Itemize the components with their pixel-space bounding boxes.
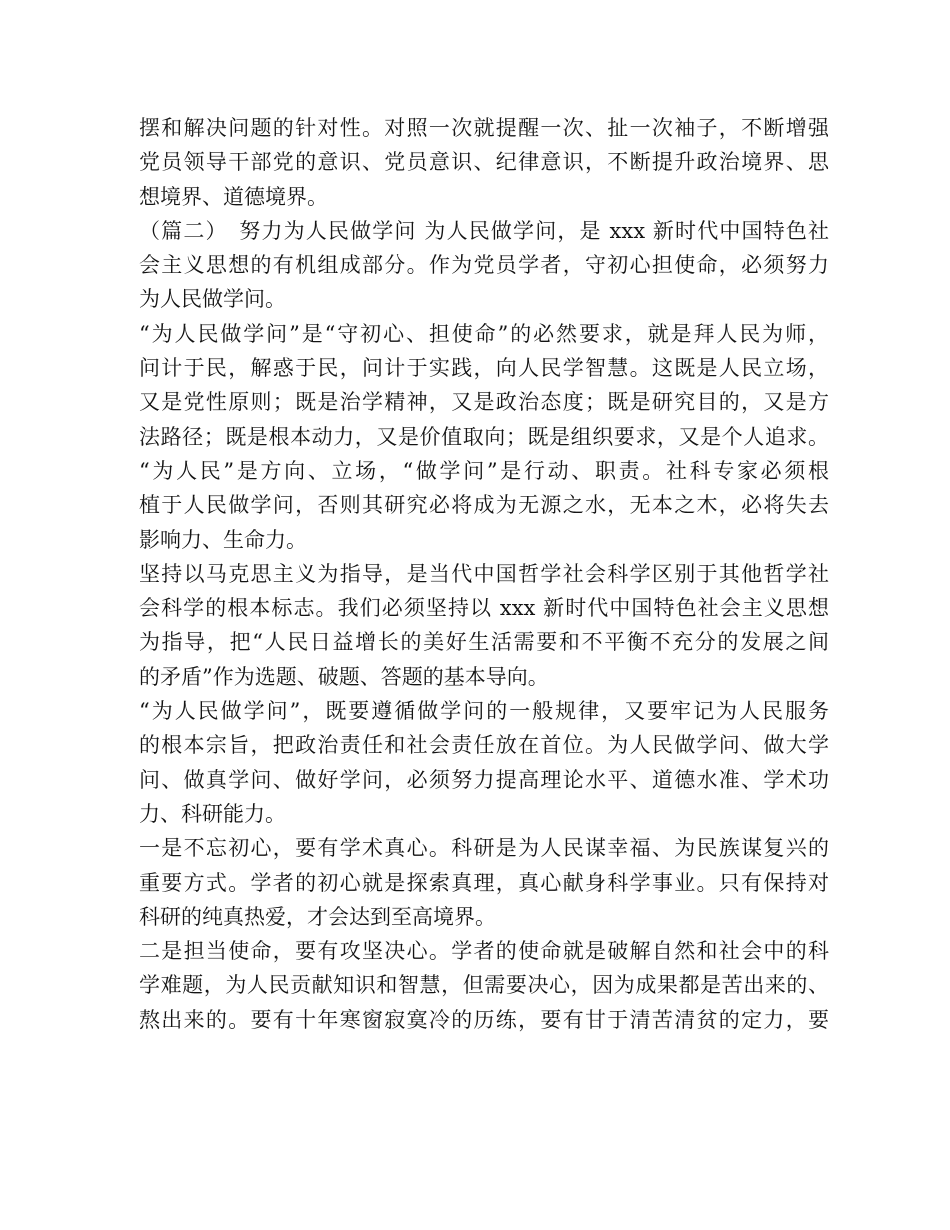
document-body <box>139 111 829 1037</box>
text-line: 力、科研能力。 <box>139 801 286 826</box>
text-line: 想境界、道德境界。 <box>139 184 328 209</box>
text-line: “为人民”是方向、立场，“做学问”是行动、职责。社科专家必须根 <box>139 458 829 483</box>
text-line: 又是党性原则；既是治学精神，又是政治态度；既是研究目的，又是方 <box>139 390 829 415</box>
text-line: 会科学的根本标志。我们必须坚持以 xxx 新时代中国特色社会主义思想 <box>139 596 829 621</box>
text-line: 影响力、生命力。 <box>139 527 307 552</box>
text-line: 一是不忘初心，要有学术真心。科研是为人民谋幸福、为民族谋复兴的 <box>139 836 829 861</box>
text-line: 的矛盾”作为选题、破题、答题的基本导向。 <box>139 664 549 689</box>
text-line: 党员领导干部党的意识、党员意识、纪律意识，不断提升政治境界、思 <box>139 150 829 175</box>
text-line: 熬出来的。要有十年寒窗寂寞冷的历练，要有甘于清苦清贫的定力，要 <box>139 1007 829 1032</box>
text-line: 科研的纯真热爱，才会达到至高境界。 <box>139 904 496 929</box>
text-line: 法路径；既是根本动力，又是价值取向；既是组织要求，又是个人追求。 <box>139 424 829 449</box>
text-line: 重要方式。学者的初心就是探索真理，真心献身科学事业。只有保持对 <box>139 870 829 895</box>
text-line: 问、做真学问、做好学问，必须努力提高理论水平、道德水准、学术功 <box>139 767 829 792</box>
text-line: 为指导，把“人民日益增长的美好生活需要和不平衡不充分的发展之间 <box>139 630 829 655</box>
text-line: 二是担当使命，要有攻坚决心。学者的使命就是破解自然和社会中的科 <box>139 939 829 964</box>
text-line: 坚持以马克思主义为指导，是当代中国哲学社会科学区别于其他哲学社 <box>139 561 829 586</box>
text-line: 植于人民做学问，否则其研究必将成为无源之水，无本之木，必将失去 <box>139 493 829 518</box>
text-line: “为人民做学问”是“守初心、担使命”的必然要求，就是拜人民为师， <box>139 321 829 346</box>
text-line: 摆和解决问题的针对性。对照一次就提醒一次、扯一次袖子，不断增强 <box>139 116 829 140</box>
text-line: 问计于民，解惑于民，问计于实践，向人民学智慧。这既是人民立场， <box>139 356 829 381</box>
text-line: 会主义思想的有机组成部分。作为党员学者，守初心担使命，必须努力 <box>139 253 829 278</box>
text-line: 的根本宗旨，把政治责任和社会责任放在首位。为人民做学问、做大学 <box>139 733 829 758</box>
text-line: 为人民做学问。 <box>139 287 286 312</box>
text-line: 学难题，为人民贡献知识和智慧，但需要决心，因为成果都是苦出来的、 <box>139 973 829 998</box>
text-line: “为人民做学问”，既要遵循做学问的一般规律，又要牢记为人民服务 <box>139 699 829 724</box>
text-line: （篇二） 努力为人民做学问 为人民做学问，是 xxx 新时代中国特色社 <box>139 218 829 243</box>
